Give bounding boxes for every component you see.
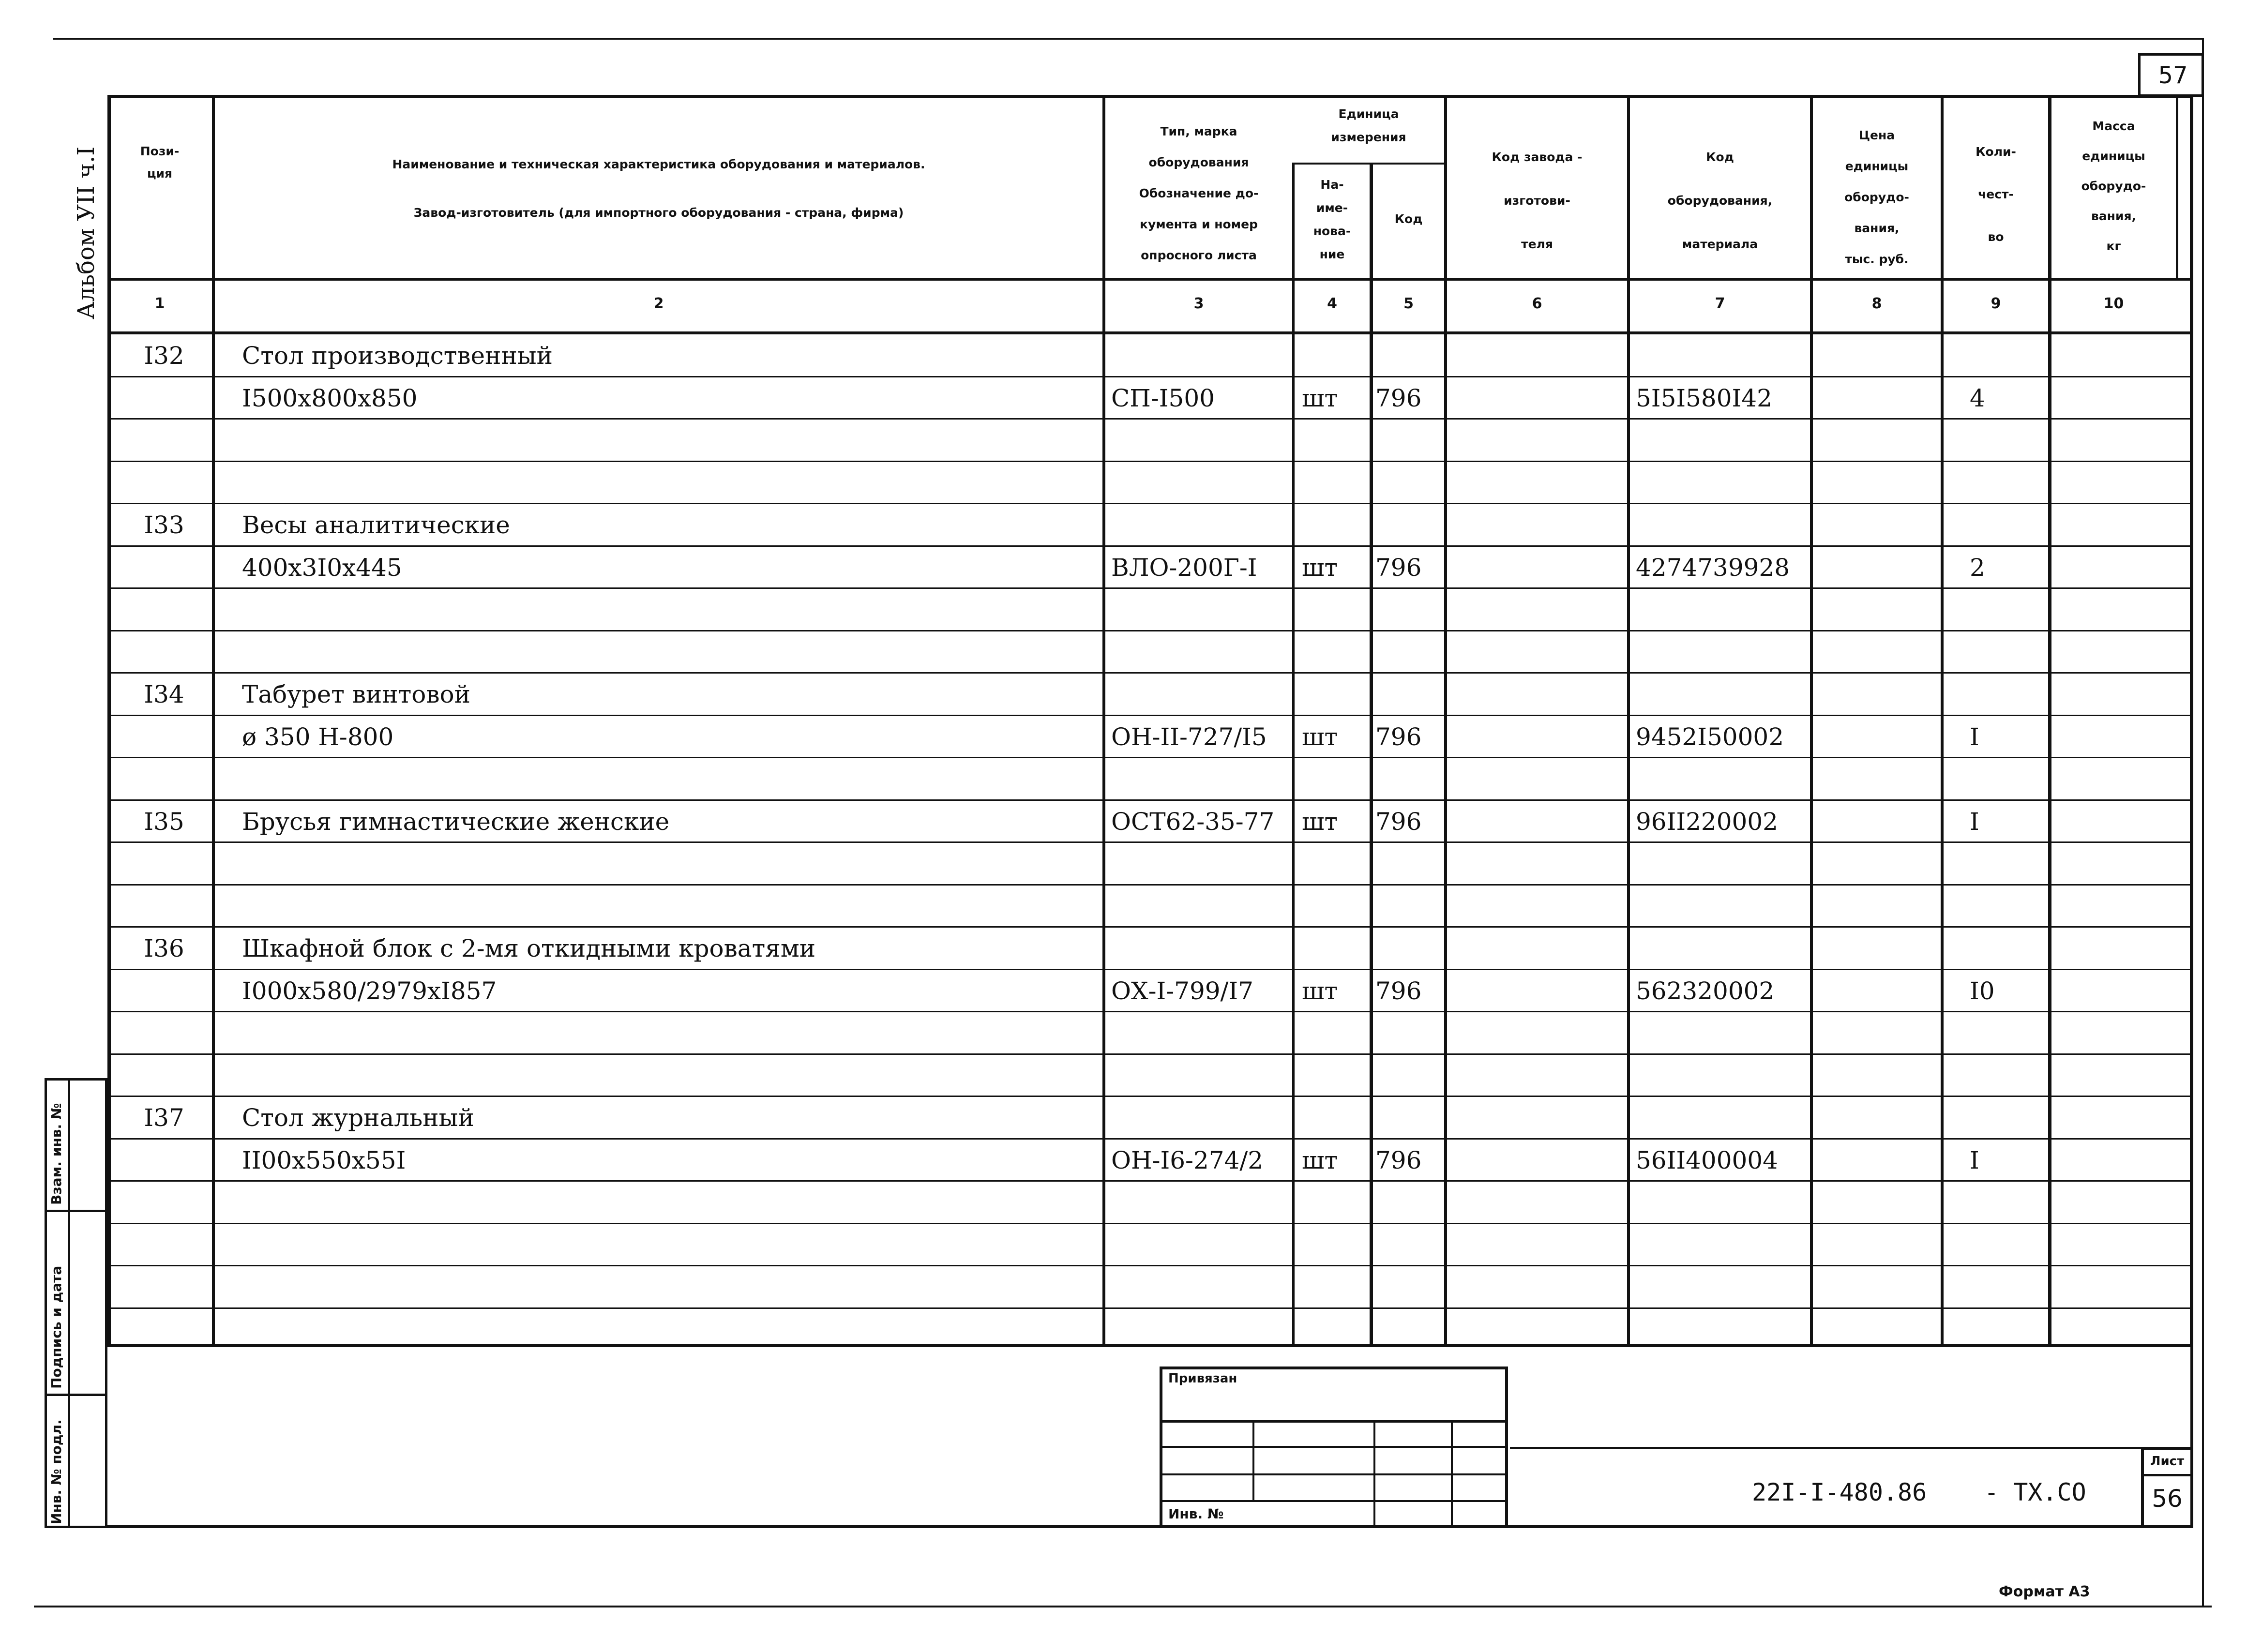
cell-type: ОХ-I-799/I7 <box>1111 976 1253 1005</box>
cell-unit-code: 796 <box>1375 976 1422 1005</box>
cell-type: ОСТ62-35-77 <box>1111 807 1275 836</box>
cell-position: I35 <box>144 807 184 836</box>
side-inv-podl: Инв. № подл. <box>48 1419 64 1524</box>
header-position: Пози- ция <box>140 144 180 180</box>
col-number-4: 4 <box>1327 295 1337 312</box>
col-line-4 <box>1370 163 1373 1347</box>
row-divider <box>107 1096 2193 1097</box>
col-line-2 <box>1102 95 1105 1347</box>
cell-position: I34 <box>144 680 184 708</box>
page-number: 57 <box>2158 62 2188 89</box>
cell-equipment-code: 4274739928 <box>1636 553 1790 582</box>
cell-unit: шт <box>1302 553 1338 582</box>
cell-unit: шт <box>1302 722 1338 751</box>
cell-unit-code: 796 <box>1375 807 1422 836</box>
header-unit: Единица измерения <box>1331 107 1406 144</box>
format-label: Формат А3 <box>1999 1583 2090 1600</box>
cell-equipment-code: 562320002 <box>1636 976 1775 1005</box>
cell-name: ø 350 H-800 <box>242 722 394 751</box>
bottom-edge-line <box>34 1606 2212 1607</box>
cell-name: 400x3I0x445 <box>242 553 402 582</box>
col-line-8 <box>1941 95 1944 1347</box>
cell-name: Шкафной блок с 2-мя откидными кроватями <box>242 934 816 962</box>
row-divider <box>107 418 2193 420</box>
document-code: 22I-I-480.86 <box>1752 1478 1927 1506</box>
cell-position: I36 <box>144 934 184 962</box>
cell-unit: шт <box>1302 976 1338 1005</box>
cell-equipment-code: 56II400004 <box>1636 1146 1778 1174</box>
cell-quantity: I <box>1970 807 1979 836</box>
col-number-5: 5 <box>1403 295 1414 312</box>
row-divider <box>107 1138 2193 1140</box>
cell-unit-code: 796 <box>1375 722 1422 751</box>
header-type: Тип, марка оборудования Обозначение до- кумента и номер опросного листа <box>1139 124 1259 262</box>
privyazan-line-1 <box>1160 1420 1508 1423</box>
cell-quantity: I0 <box>1970 976 1995 1005</box>
side-stamp-line-2 <box>45 1394 107 1396</box>
cell-quantity: I <box>1970 722 1979 751</box>
privyazan-line-4 <box>1160 1500 1508 1502</box>
header-quantity: Коли- чест- во <box>1976 145 2016 244</box>
header-unit-name: На- име- нова- ние <box>1313 178 1351 261</box>
album-label: Альбом УII ч.I <box>73 146 100 319</box>
row-divider <box>107 969 2193 970</box>
privyazan-line-2 <box>1160 1446 1508 1448</box>
row-divider <box>107 503 2193 504</box>
row-divider <box>107 672 2193 674</box>
row-divider <box>107 1265 2193 1266</box>
cell-name: Стол производственный <box>242 342 553 370</box>
col-line-3 <box>1292 163 1295 1347</box>
col-number-2: 2 <box>653 295 664 312</box>
cell-name: Стол журнальный <box>242 1104 474 1132</box>
cell-name: I500x800x850 <box>242 384 418 412</box>
header-factory-code: Код завода - изготови- теля <box>1492 150 1583 251</box>
row-divider <box>107 1223 2193 1224</box>
cell-name: Весы аналитические <box>242 511 510 539</box>
row-divider <box>107 376 2193 377</box>
header-bottom-line <box>107 278 2193 281</box>
cell-name: I000x580/2979xI857 <box>242 976 497 1005</box>
cell-type: ОН-I6-274/2 <box>1111 1146 1264 1174</box>
row-divider <box>107 1307 2193 1309</box>
cell-type: СП-I500 <box>1111 384 1215 412</box>
cell-position: I33 <box>144 511 184 539</box>
privyazan-vline-3 <box>1451 1420 1453 1528</box>
cell-name: Брусья гимнастические женские <box>242 807 670 836</box>
cell-quantity: 2 <box>1970 553 1985 582</box>
sheet-label: Лист <box>2150 1454 2185 1469</box>
cell-unit: шт <box>1302 384 1338 412</box>
col-number-3: 3 <box>1193 295 1204 312</box>
header-price: Цена единицы оборудо- вания, тыс. руб. <box>1844 128 1909 266</box>
privyazan-label: Привязан <box>1168 1371 1237 1386</box>
cell-equipment-code: 5I5I580I42 <box>1636 384 1772 412</box>
right-edge-line <box>2202 38 2204 1607</box>
col-number-8: 8 <box>1871 295 1882 312</box>
top-edge-line <box>53 38 2202 40</box>
col-number-10: 10 <box>2103 295 2124 312</box>
row-divider <box>107 884 2193 886</box>
table-bottom-extension <box>107 1525 2193 1528</box>
row-divider <box>107 715 2193 716</box>
row-divider <box>107 841 2193 843</box>
col-line-5 <box>1444 95 1447 1347</box>
cell-unit-code: 796 <box>1375 1146 1422 1174</box>
cell-unit: шт <box>1302 1146 1338 1174</box>
sheet-number: 56 <box>2152 1485 2183 1513</box>
cell-position: I37 <box>144 1104 184 1132</box>
col-number-9: 9 <box>1991 295 2001 312</box>
row-divider <box>107 545 2193 547</box>
row-divider <box>107 926 2193 928</box>
column-numbers-bottom-line <box>107 331 2193 334</box>
sheet-box-divider <box>2141 1474 2193 1476</box>
header-unit-code: Код <box>1394 212 1423 226</box>
col-number-7: 7 <box>1715 295 1725 312</box>
unit-subheader-line <box>1292 163 1445 165</box>
privyazan-vline-2 <box>1373 1420 1375 1528</box>
cell-equipment-code: 9452I50002 <box>1636 722 1784 751</box>
row-divider <box>107 799 2193 801</box>
cell-quantity: I <box>1970 1146 1979 1174</box>
col-line-6 <box>1627 95 1630 1347</box>
cell-position: I32 <box>144 342 184 370</box>
cell-quantity: 4 <box>1970 384 1985 412</box>
cell-unit: шт <box>1302 807 1338 836</box>
col-line-7 <box>1810 95 1813 1347</box>
cell-name: Табурет винтовой <box>242 680 470 708</box>
document-suffix: - TX.CO <box>1984 1478 2086 1506</box>
header-mass: Масса единицы оборудо- вания, кг <box>2081 119 2146 253</box>
stamp-top-line <box>1510 1447 2193 1449</box>
cell-unit-code: 796 <box>1375 553 1422 582</box>
row-divider <box>107 1011 2193 1012</box>
inv-no-label: Инв. № <box>1168 1506 1224 1522</box>
cell-equipment-code: 96II220002 <box>1636 807 1778 836</box>
col-number-6: 6 <box>1532 295 1542 312</box>
row-divider <box>107 461 2193 462</box>
col-line-1 <box>212 95 215 1347</box>
col-line-10 <box>2176 95 2178 278</box>
cell-type: ВЛО-200Г-I <box>1111 553 1257 582</box>
header-name: Наименование и техническая характеристика оборудования и материалов. Завод-изготовитель (для импортного оборудования - страна, фирма) <box>392 157 925 220</box>
row-divider <box>107 1180 2193 1182</box>
col-number-1: 1 <box>154 295 165 312</box>
privyazan-line-3 <box>1160 1473 1508 1475</box>
header-equipment-code: Код оборудования, материала <box>1667 150 1773 251</box>
row-divider <box>107 630 2193 631</box>
row-divider <box>107 587 2193 589</box>
side-stamp-divider <box>68 1078 70 1528</box>
cell-unit-code: 796 <box>1375 384 1422 412</box>
side-vzam-inv: Взам. инв. № <box>48 1103 64 1205</box>
row-divider <box>107 1053 2193 1055</box>
privyazan-vline-1 <box>1252 1420 1254 1501</box>
row-divider <box>107 757 2193 758</box>
cell-type: ОН-II-727/I5 <box>1111 722 1267 751</box>
cell-name: II00x550x55I <box>242 1146 406 1174</box>
side-stamp-line-1 <box>45 1210 107 1212</box>
side-podpis-data: Подпись и дата <box>48 1265 64 1389</box>
